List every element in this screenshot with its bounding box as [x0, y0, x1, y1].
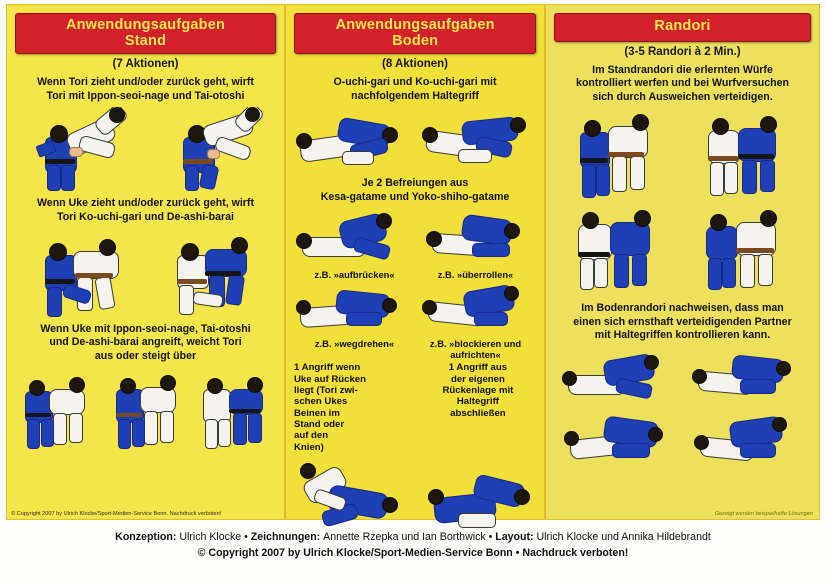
stand-block-3-text	[21, 323, 270, 364]
figure-bodenrandori-3	[560, 411, 680, 473]
figure-standrandori-3	[560, 202, 680, 294]
boden-bottom-right-line-3: Rückenlage mit	[442, 384, 514, 396]
boden-figure-row-3	[294, 282, 536, 336]
figure-ko-uchi-gari-haltegriff	[418, 107, 536, 173]
randori-figure-row-1	[554, 108, 811, 200]
boden-bottom-right-line-5: abschließen	[450, 407, 506, 419]
footer-layout-value: Ulrich Klocke und Annika Hildebrandt	[536, 531, 711, 543]
stand-figure-row-1	[15, 107, 276, 193]
randori-block-1-line-1: Im Standrandori die erlernten Würfe	[592, 63, 773, 76]
caption-wegdrehen: z.B. »wegdrehen«	[314, 337, 395, 349]
randori-figure-row-4	[554, 411, 811, 473]
footer-credits-line: Konzeption: Ulrich Klocke • Zeichnungen: Annette Rzepka und Ian Borthwick • Layout: Ulrich Klocke und Annika Hildebrandt	[115, 531, 711, 543]
boden-bottom-left-line-4: schen Ukes	[294, 396, 348, 408]
figure-de-ashi-barai	[149, 229, 267, 319]
boden-bottom-right-line-4: Haltegriff	[456, 396, 499, 408]
boden-figure-row-2	[294, 209, 536, 267]
figure-tai-otoshi	[149, 107, 269, 193]
boden-bottom-left-line-7: auf den	[294, 430, 329, 442]
figure-standrandori-1	[560, 108, 680, 200]
randori-block-2-line-3: mit Haltegriffen kontrollieren kann.	[594, 329, 771, 342]
stand-block-1-text	[21, 76, 270, 103]
stand-figure-row-2	[15, 229, 276, 319]
figure-ko-uchi-gari	[25, 229, 143, 319]
boden-bottom-left-line-6: Stand oder	[294, 418, 345, 430]
boden-bottom-right	[420, 362, 536, 453]
figure-standrandori-2	[686, 108, 806, 200]
boden-caption-row-2	[294, 338, 536, 361]
figure-wegdrehen	[294, 282, 412, 336]
footer-layout-label: Layout:	[495, 531, 537, 543]
caption-aufbruecken: z.B. »aufbrücken«	[314, 268, 395, 280]
boden-bottom-left-line-3: liegt (Tori zwi-	[294, 384, 358, 396]
subtitle-stand: (7 Aktionen)	[112, 58, 179, 71]
stand-block-1-line-2: Tori mit Ippon-seoi-nage und Tai-otoshi	[46, 89, 245, 102]
footer-zeichnungen-value: Annette Rzepka und Ian Borthwick	[323, 531, 486, 543]
boden-bottom-text	[294, 362, 536, 453]
stand-block-1-line-1: Wenn Tori zieht und/oder zurück geht, wirft	[37, 76, 254, 89]
randori-figure-row-3	[554, 347, 811, 409]
banner-stand-line2: Stand	[124, 32, 167, 49]
figure-o-uchi-gari-haltegriff	[294, 107, 412, 173]
banner-boden-line1: Anwendungsaufgaben	[335, 17, 495, 33]
figure-standrandori-4	[686, 202, 806, 294]
figure-yoko-shiho-gatame-ueberrollen	[418, 209, 536, 267]
boden-bottom-left-line-5: Beinen im	[294, 407, 340, 419]
banner-boden-line2: Boden	[392, 32, 439, 49]
stand-block-3-line-3: aus oder steigt über	[94, 349, 197, 362]
banner-stand	[15, 13, 276, 54]
figure-ausweichen-2	[104, 367, 187, 451]
figure-blockieren-aufrichten	[418, 282, 536, 336]
boden-figure-row-1	[294, 107, 536, 173]
banner-boden	[294, 13, 536, 54]
figure-ausweichen-3	[193, 367, 276, 451]
caption-blockieren: z.B. »blockieren und aufrichten«	[429, 337, 522, 361]
boden-block-1-line-2: nachfolgendem Haltegriff	[351, 89, 479, 102]
boden-block-2-line-2: Kesa-gatame und Yoko-shiho-gatame	[320, 190, 510, 203]
boden-bottom-right-line-1: 1 Angriff aus	[448, 362, 508, 374]
stand-block-2-text	[21, 197, 270, 224]
boden-bottom-left-line-8: Knien)	[294, 441, 324, 453]
randori-block-1-text	[560, 64, 805, 105]
randori-block-2-line-1: Im Bodenrandori nachweisen, dass man	[581, 302, 784, 315]
boden-block-1-text	[300, 76, 530, 103]
fine-print-copyright: © Copyright 2007 by Ulrich Klocke/Sport-Medien-Service Bonn. Nachdruck verboten!	[11, 511, 222, 517]
footer-konzeption-value: Ulrich Klocke	[179, 531, 242, 543]
boden-bottom-left-line-2: Uke auf Rücken	[294, 373, 366, 385]
subtitle-randori: (3-5 Randori à 2 Min.)	[624, 45, 741, 58]
subtitle-boden: (8 Aktionen)	[381, 58, 449, 71]
column-randori	[546, 5, 819, 519]
caption-ueberrollen: z.B. »überrollen«	[437, 268, 514, 280]
stand-block-2-line-1: Wenn Uke zieht und/oder zurück geht, wirft	[37, 197, 254, 210]
banner-stand-line1: Anwendungsaufgaben	[65, 17, 226, 33]
footer	[0, 522, 826, 584]
column-boden	[284, 5, 546, 519]
column-stand	[7, 5, 284, 519]
randori-figure-row-2	[554, 202, 811, 294]
boden-bottom-left	[294, 362, 410, 453]
stand-block-3-line-2: und De-ashi-barai angreift, weicht Tori	[49, 336, 242, 349]
fine-print-solutions: Gezeigt werden beispielhafte Lösungen	[714, 511, 813, 517]
boden-bottom-left-line-1: 1 Angriff wenn	[294, 362, 361, 374]
figure-ippon-seoi-nage	[23, 107, 143, 193]
stand-block-3-line-1: Wenn Uke mit Ippon-seoi-nage, Tai-otoshi	[40, 322, 251, 335]
boden-block-2-line-1: Je 2 Befreiungen aus	[361, 177, 469, 190]
footer-konzeption-label: Konzeption:	[115, 531, 180, 543]
figure-kesa-gatame-aufbruecken	[294, 209, 412, 267]
randori-block-1-line-2: kontrolliert werfen und bei Wurfversuchen	[576, 77, 789, 90]
figure-bodenrandori-1	[560, 347, 680, 409]
randori-block-1-line-3: sich durch Ausweichen verteidigen.	[592, 90, 773, 103]
boden-block-1-line-1: O-uchi-gari und Ko-uchi-gari mit	[333, 76, 497, 89]
stand-figure-row-3	[15, 367, 276, 451]
boden-caption-row-1	[294, 269, 536, 280]
footer-copyright-line: © Copyright 2007 by Ulrich Klocke/Sport-Medien-Service Bonn • Nachdruck verboten!	[197, 546, 629, 559]
randori-block-2-text	[560, 302, 805, 343]
stand-block-2-line-2: Tori Ko-uchi-gari und De-ashi-barai	[57, 210, 234, 223]
randori-block-2-line-2: einen sich ernsthaft verteidigenden Partner	[573, 315, 792, 328]
poster-body	[6, 4, 820, 520]
banner-randori	[554, 13, 811, 42]
figure-bodenrandori-2	[686, 347, 806, 409]
boden-block-2-text	[300, 177, 530, 204]
footer-zeichnungen-label: Zeichnungen:	[250, 531, 324, 543]
banner-randori-line1: Randori	[654, 18, 711, 34]
figure-bodenrandori-4	[686, 411, 806, 473]
boden-bottom-right-line-2: der eigenen	[450, 373, 505, 385]
figure-ausweichen-1	[15, 367, 98, 451]
